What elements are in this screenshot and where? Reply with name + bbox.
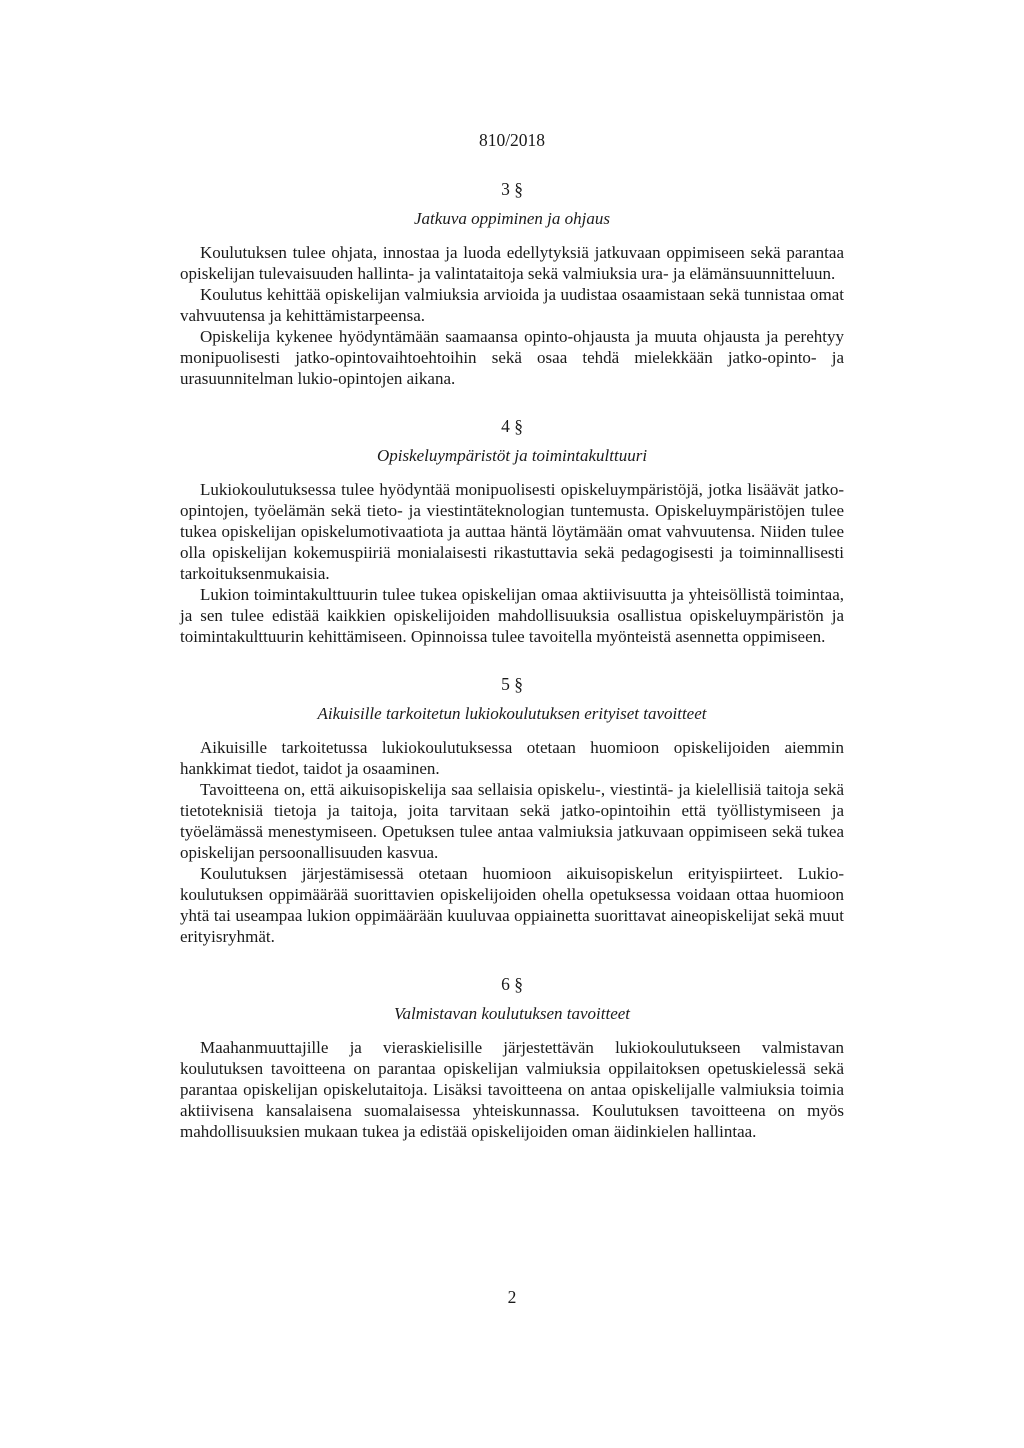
document-number: 810/2018 — [478, 130, 546, 150]
page-number: 2 — [507, 1287, 517, 1307]
section-title: Jatkuva oppiminen ja ohjaus — [414, 209, 610, 228]
paragraph: Tavoitteena on, että aikuisopiskelija saa sellaisia opiskelu-, viestintä- ja kielellisiä taitoja sekä tietoteknisiä tietoja ja taitoja, joita tarvitaan sekä jatko-opintoihin että työllistymiseen ja työelämässä menestymiseen. Opetuksen tulee antaa valmiuksia jatkuvaan oppimiseen sekä tukea opiskelijan persoonallisuuden kasvua. — [180, 780, 844, 862]
section-number: 3 § — [501, 179, 523, 199]
section-title: Valmistavan koulutuksen tavoitteet — [393, 1004, 631, 1023]
document-body — [180, 178, 844, 1142]
section-3 — [180, 178, 844, 389]
paragraph: Koulutuksen järjestämisessä otetaan huomioon aikuisopiskelun erityispiirteet. Lukiokoulutuksen oppimäärää suorittavien opiskelijoiden ohella opetuksessa voidaan ottaa huomioon yhtä tai useampaa lukion oppimäärään kuuluvaa oppiainetta suorittavat aineopiskelijat sekä muut erityisryhmät. — [180, 864, 844, 946]
section-5 — [180, 673, 844, 947]
paragraph: Lukiokoulutuksessa tulee hyödyntää monipuolisesti opiskeluympäristöjä, jotka lisäävät jatko-opintojen, työelämän sekä tieto- ja viestintäteknologian tuntemusta. Opiskeluympäristöjen tulee tukea opiskelijan opiskelumotivaatiota ja auttaa häntä löytämään omat vahvuutensa. Niiden tulee olla opiskelijan kokemuspiiriä monialaisesti rikastuttavia sekä pedagogisesti ja toiminnallisesti tarkoituksenmukaisia. — [180, 480, 844, 583]
paragraph: Koulutuksen tulee ohjata, innostaa ja luoda edellytyksiä jatkuvaan oppimiseen sekä parantaa opiskelijan tulevaisuuden hallinta- ja valintataitoja sekä valmiuksia ura- ja elämänsuunnitteluun. — [180, 243, 844, 283]
section-number: 4 § — [501, 416, 523, 436]
paragraph: Koulutus kehittää opiskelijan valmiuksia arvioida ja uudistaa osaamistaan sekä tunnistaa omat vahvuutensa ja kehittämistarpeensa. — [180, 285, 844, 325]
paragraph: Lukion toimintakulttuurin tulee tukea opiskelijan omaa aktiivisuutta ja yhteisöllistä toimintaa, ja sen tulee edistää kaikkien opiskelijoiden mahdollisuuksia osallistua opiskeluympäristön ja toimintakulttuurin kehittämiseen. Opinnoissa tulee tavoitella myönteistä asennetta oppimiseen. — [180, 585, 844, 646]
section-number: 6 § — [501, 974, 523, 994]
section-6 — [180, 973, 844, 1142]
section-4 — [180, 415, 844, 647]
paragraph: Opiskelija kykenee hyödyntämään saamaansa opinto-ohjausta ja muuta ohjausta ja perehtyy monipuolisesti jatko-opintovaihtoehtoihin sekä osaa tehdä mielekkään jatko-opinto- ja urasuunnitelman lukio-opintojen aikana. — [180, 327, 844, 388]
paragraph: Maahanmuuttajille ja vieraskielisille järjestettävän lukiokoulutukseen valmistavan koulutuksen tavoitteena on parantaa opiskelijan valmiuksia oppilaitoksen opetuskielessä sekä parantaa opiskelijan opiskelutaitoja. Lisäksi tavoitteena on antaa opiskelijalle valmiuksia toimia aktiivisena kansalaisena suomalaisessa yhteiskunnassa. Koulutuksen tavoitteena on myös mahdollisuuksien mukaan tukea ja edistää opiskelijoiden oman äidinkielen hallintaa. — [180, 1038, 844, 1141]
section-title: Opiskeluympäristöt ja toimintakulttuuri — [376, 446, 648, 465]
paragraph: Aikuisille tarkoitetussa lukiokoulutuksessa otetaan huomioon opiskelijoiden aiemmin hankkimat tiedot, taidot ja osaaminen. — [180, 738, 844, 778]
section-number: 5 § — [501, 674, 523, 694]
section-title: Aikuisille tarkoitetun lukiokoulutuksen erityiset tavoitteet — [317, 704, 707, 723]
